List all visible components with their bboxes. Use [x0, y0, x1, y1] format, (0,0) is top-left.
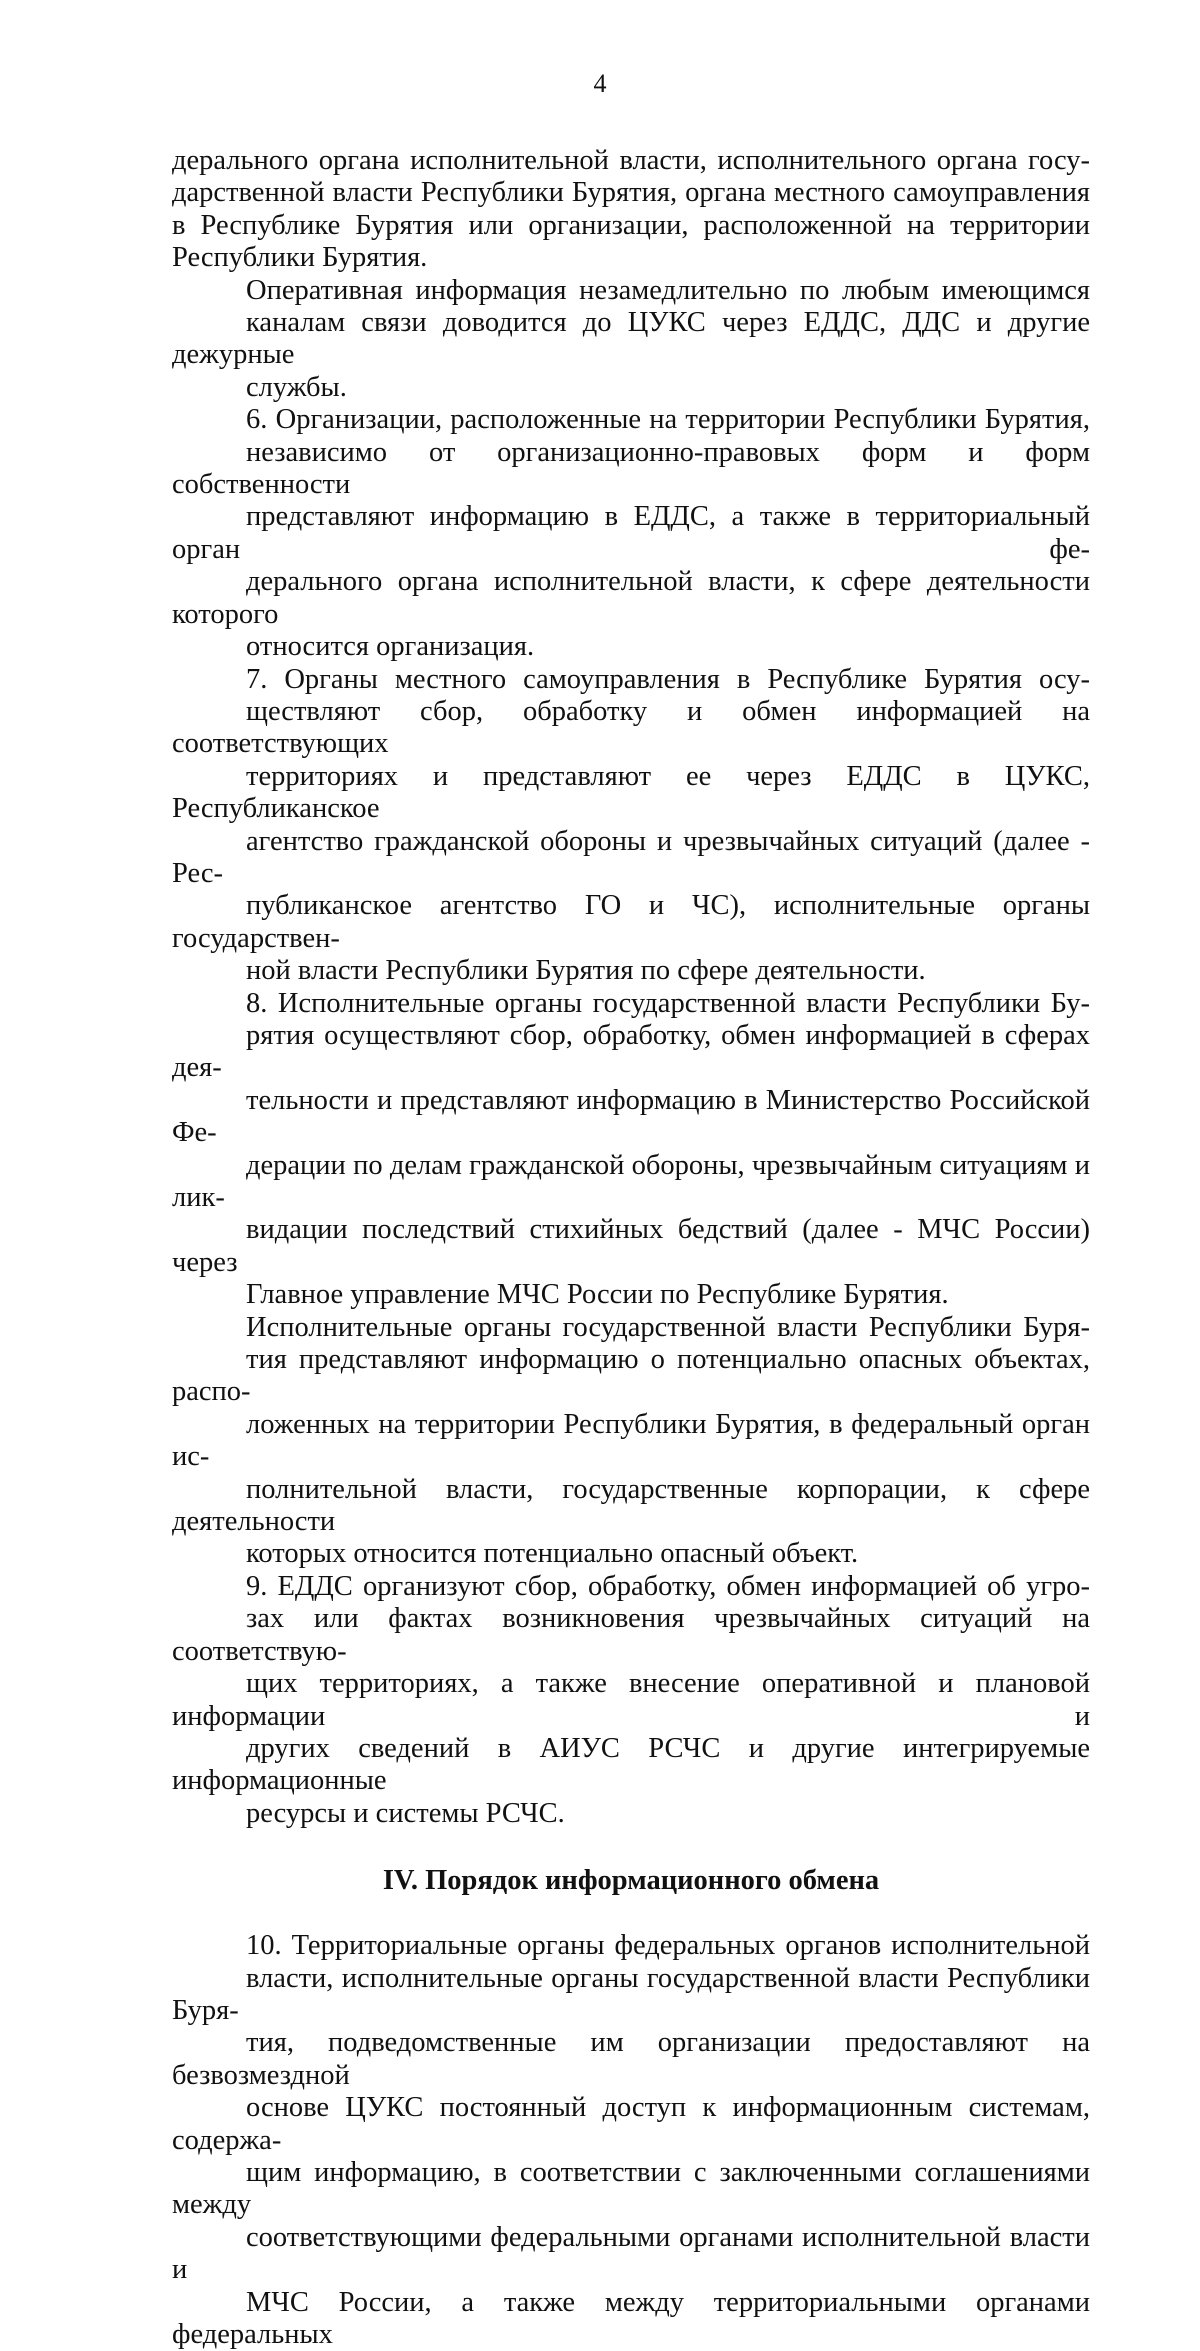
text-line: ществляют сбор, обработку и обмен информацией на соответствующих — [172, 695, 1090, 760]
text-line: основе ЦУКС постоянный доступ к информационным системам, содержа- — [172, 2092, 1090, 2156]
paragraphs-after-heading — [172, 1930, 1090, 2351]
paragraph-p-8 — [172, 988, 1090, 1312]
text-line: публиканское агентство ГО и ЧС), исполнительные органы государствен- — [172, 890, 1090, 954]
text-line: агентство гражданской обороны и чрезвычайных ситуаций (далее - Рес- — [172, 825, 1090, 889]
text-line: дерации по делам гражданской обороны, чрезвычайным ситуациям и лик- — [172, 1149, 1090, 1213]
text-line: видации последствий стихийных бедствий (далее - МЧС России) через — [172, 1214, 1090, 1278]
paragraph-p-cont — [172, 145, 1090, 275]
text-line: Главное управление МЧС России по Республике Бурятия. — [246, 1279, 949, 1311]
text-line: щим информацию, в соответствии с заключенными соглашениями между — [172, 2156, 1090, 2221]
text-line: Оперативная информация незамедлительно по любым имеющимся — [246, 274, 1090, 306]
section-heading: IV. Порядок информационного обмена — [382, 1865, 880, 1897]
paragraph-p-10 — [172, 1930, 1090, 2351]
text-line: рятия осуществляют сбор, обработку, обмен информацией в сферах дея- — [172, 1019, 1090, 1084]
text-line: 10. Территориальные органы федеральных органов исполнительной — [246, 1930, 1090, 1962]
text-line: тия, подведомственные им организации предоставляют на безвозмездной — [172, 2027, 1090, 2091]
text-line: 7. Органы местного самоуправления в Республике Бурятия осу- — [246, 663, 1090, 695]
text-line: 6. Организации, расположенные на территории Республики Бурятия, — [246, 404, 1090, 436]
text-line: соответствующими федеральными органами исполнительной власти и — [172, 2221, 1090, 2286]
text-line: представляют информацию в ЕДДС, а также в территориальный орган фе- — [172, 501, 1090, 565]
text-line: службы. — [246, 371, 347, 403]
text-line: зах или фактах возникновения чрезвычайных ситуаций на соответствую- — [172, 1603, 1090, 1667]
text-line: полнительной власти, государственные корпорации, к сфере деятельности — [172, 1473, 1090, 1538]
text-line: в Республике Бурятия или организации, расположенной на территории — [172, 209, 1090, 241]
text-line: тельности и представляют информацию в Министерство Российской Фе- — [172, 1084, 1090, 1149]
text-line: дерального органа исполнительной власти, исполнительного органа госу- — [172, 145, 1090, 176]
text-line: независимо от организационно-правовых форм и форм собственности — [172, 436, 1090, 501]
text-line: каналам связи доводится до ЦУКС через ЕДДС, ДДС и другие дежурные — [172, 307, 1090, 371]
text-line: ложенных на территории Республики Бурятия, в федеральный орган ис- — [172, 1408, 1090, 1473]
text-line: власти, исполнительные органы государственной власти Республики Буря- — [172, 1962, 1090, 2026]
text-line: дарственной власти Республики Бурятия, органа местного самоуправления — [172, 177, 1090, 209]
text-line: дерального органа исполнительной власти, к сфере деятельности которого — [172, 566, 1090, 630]
text-line: щих территориях, а также внесение оперативной и плановой информации и — [172, 1668, 1090, 1732]
text-line: которых относится потенциально опасный объект. — [246, 1538, 859, 1570]
paragraphs-before-heading — [172, 145, 1090, 1830]
text-line: МЧС России, а также между территориальными органами федеральных — [172, 2286, 1090, 2350]
page-number: 4 — [593, 69, 607, 98]
paragraph-p-8b — [172, 1312, 1090, 1571]
text-line: относится организация. — [246, 631, 535, 663]
paragraph-p-7 — [172, 664, 1090, 988]
text-line: тия представляют информацию о потенциально опасных объектах, распо- — [172, 1344, 1090, 1408]
text-line: 8. Исполнительные органы государственной власти Республики Бу- — [246, 987, 1090, 1019]
text-line: Исполнительные органы государственной власти Республики Буря- — [246, 1311, 1090, 1343]
text-line: 9. ЕДДС организуют сбор, обработку, обмен информацией об угро- — [246, 1570, 1090, 1602]
text-line: ной власти Республики Бурятия по сфере деятельности. — [246, 955, 926, 987]
text-line: других сведений в АИУС РСЧС и другие интегрируемые информационные — [172, 1732, 1090, 1797]
document-body — [172, 145, 1090, 2351]
paragraph-p-6 — [172, 404, 1090, 663]
text-line: территориях и представляют ее через ЕДДС в ЦУКС, Республиканское — [172, 760, 1090, 825]
text-line: ресурсы и системы РСЧС. — [246, 1797, 565, 1829]
paragraph-p-operative — [172, 275, 1090, 405]
text-line: Республики Бурятия. — [172, 242, 428, 274]
paragraph-p-9 — [172, 1571, 1090, 1830]
